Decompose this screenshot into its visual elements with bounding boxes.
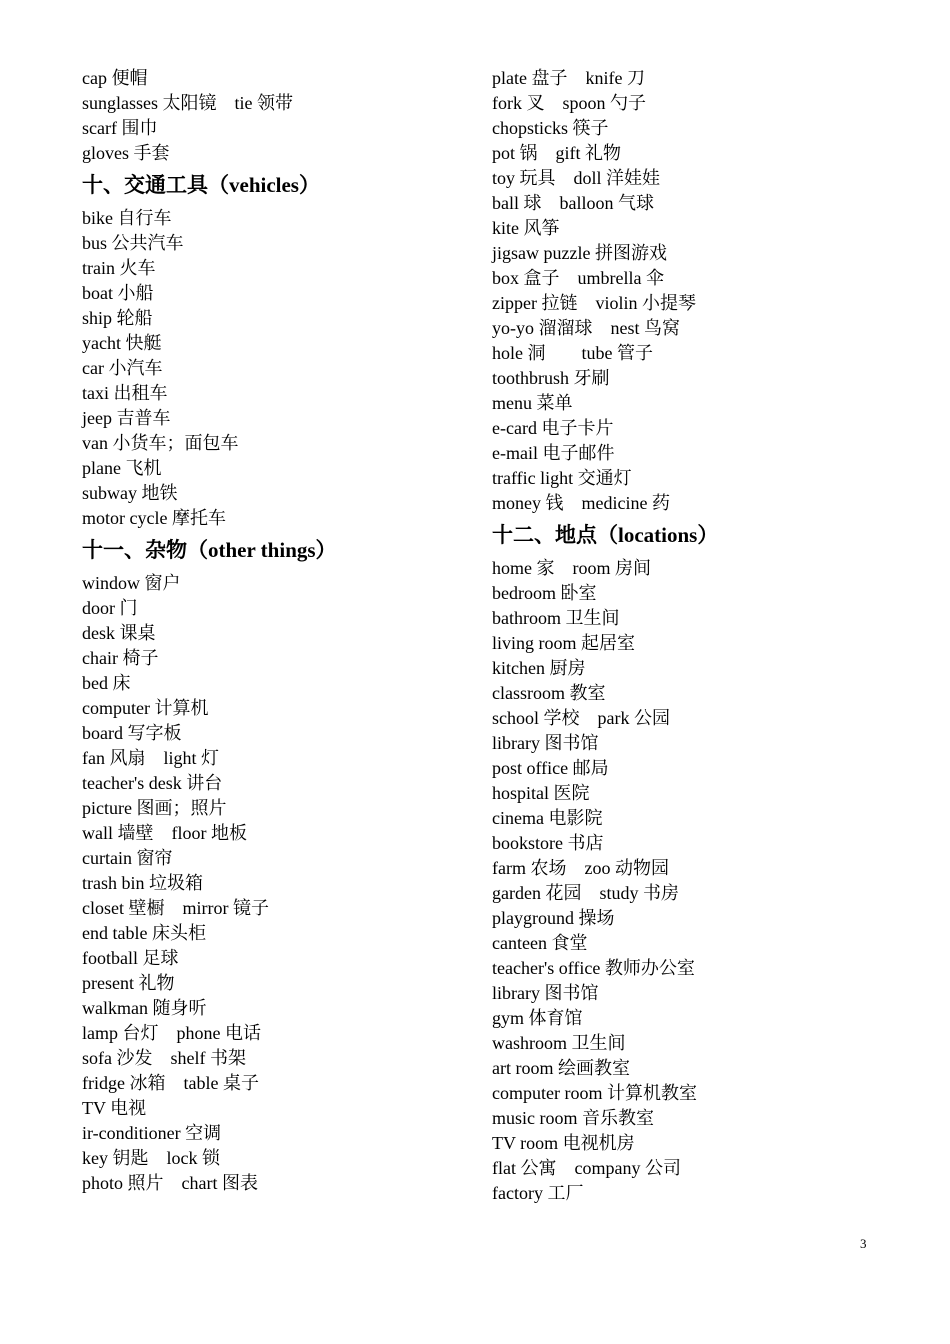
vocab-line: sofa 沙发 shelf 书架 xyxy=(82,1048,246,1068)
vocab-line: art room 绘画教室 xyxy=(492,1058,630,1078)
vocab-line: ir-conditioner 空调 xyxy=(82,1123,222,1143)
vocab-line: yacht 快艇 xyxy=(82,333,162,353)
vocab-line: van 小货车；面包车 xyxy=(82,433,239,453)
vocab-line: door 门 xyxy=(82,598,138,618)
vocab-line: plane 飞机 xyxy=(82,458,162,478)
vocab-line: ship 轮船 xyxy=(82,308,153,328)
vocab-line: teacher's desk 讲台 xyxy=(82,773,223,793)
vocab-line: garden 花园 study 书房 xyxy=(492,883,679,903)
vocab-line: plate 盘子 knife 刀 xyxy=(492,68,645,88)
vocab-line: chopsticks 筷子 xyxy=(492,118,609,138)
vocab-line: walkman 随身听 xyxy=(82,998,207,1018)
vocab-line: kite 风筝 xyxy=(492,218,560,238)
vocab-line: fridge 冰箱 table 桌子 xyxy=(82,1073,259,1093)
vocab-line: toy 玩具 doll 洋娃娃 xyxy=(492,168,661,188)
right-column xyxy=(492,66,912,1206)
vocab-line: farm 农场 zoo 动物园 xyxy=(492,858,669,878)
vocab-line: key 钥匙 lock 锁 xyxy=(82,1148,220,1168)
vocab-line: classroom 教室 xyxy=(492,683,606,703)
vocab-line: school 学校 park 公园 xyxy=(492,708,670,728)
vocab-line: bathroom 卫生间 xyxy=(492,608,620,628)
vocab-line: curtain 窗帘 xyxy=(82,848,173,868)
vocab-line: box 盒子 umbrella 伞 xyxy=(492,268,664,288)
vocab-line: washroom 卫生间 xyxy=(492,1033,626,1053)
vocab-line: TV room 电视机房 xyxy=(492,1133,635,1153)
vocab-line: music room 音乐教室 xyxy=(492,1108,654,1128)
vocab-line: menu 菜单 xyxy=(492,393,573,413)
vocab-line: library 图书馆 xyxy=(492,733,599,753)
vocab-line: ball 球 balloon 气球 xyxy=(492,193,654,213)
vocab-line: lamp 台灯 phone 电话 xyxy=(82,1023,261,1043)
vocab-line: zipper 拉链 violin 小提琴 xyxy=(492,293,696,313)
vocab-line: photo 照片 chart 图表 xyxy=(82,1173,258,1193)
vocab-line: wall 墙壁 floor 地板 xyxy=(82,823,247,843)
vocab-line: library 图书馆 xyxy=(492,983,599,1003)
vocab-line: desk 课桌 xyxy=(82,623,156,643)
vocab-line: money 钱 medicine 药 xyxy=(492,493,670,513)
page-number: 3 xyxy=(860,1236,867,1251)
vocab-line: canteen 食堂 xyxy=(492,933,588,953)
vocab-line: fan 风扇 light 灯 xyxy=(82,748,219,768)
vocab-line: scarf 围巾 xyxy=(82,118,158,138)
vocab-line: cinema 电影院 xyxy=(492,808,603,828)
vocab-line: trash bin 垃圾箱 xyxy=(82,873,203,893)
section-heading: 十二、地点（locations） xyxy=(492,523,719,547)
vocab-line: e-mail 电子邮件 xyxy=(492,443,615,463)
vocab-line: home 家 room 房间 xyxy=(492,558,651,578)
vocab-line: toothbrush 牙刷 xyxy=(492,368,610,388)
vocab-line: bookstore 书店 xyxy=(492,833,604,853)
vocab-line: sunglasses 太阳镜 tie 领带 xyxy=(82,93,293,113)
vocab-line: subway 地铁 xyxy=(82,483,178,503)
vocab-line: end table 床头柜 xyxy=(82,923,206,943)
vocab-line: window 窗户 xyxy=(82,573,181,593)
vocab-line: hospital 医院 xyxy=(492,783,590,803)
section-heading: 十一、杂物（other things） xyxy=(82,538,337,562)
vocab-line: factory 工厂 xyxy=(492,1183,584,1203)
vocab-line: present 礼物 xyxy=(82,973,175,993)
vocab-line: playground 操场 xyxy=(492,908,615,928)
vocab-line: bed 床 xyxy=(82,673,131,693)
vocab-line: jigsaw puzzle 拼图游戏 xyxy=(492,243,667,263)
vocab-line: train 火车 xyxy=(82,258,156,278)
vocab-line: picture 图画；照片 xyxy=(82,798,227,818)
vocab-line: yo-yo 溜溜球 nest 鸟窝 xyxy=(492,318,680,338)
vocab-line: chair 椅子 xyxy=(82,648,159,668)
vocab-line: taxi 出租车 xyxy=(82,383,168,403)
vocab-line: fork 叉 spoon 勺子 xyxy=(492,93,646,113)
vocab-line: cap 便帽 xyxy=(82,68,148,88)
vocab-line: car 小汽车 xyxy=(82,358,163,378)
vocab-line: bus 公共汽车 xyxy=(82,233,184,253)
vocab-line: closet 壁橱 mirror 镜子 xyxy=(82,898,269,918)
vocab-line: bedroom 卧室 xyxy=(492,583,597,603)
vocab-line: flat 公寓 company 公司 xyxy=(492,1158,681,1178)
vocab-line: pot 锅 gift 礼物 xyxy=(492,143,621,163)
vocab-line: e-card 电子卡片 xyxy=(492,418,614,438)
vocab-line: computer 计算机 xyxy=(82,698,209,718)
vocab-line: kitchen 厨房 xyxy=(492,658,586,678)
vocab-line: TV 电视 xyxy=(82,1098,147,1118)
vocab-line: bike 自行车 xyxy=(82,208,172,228)
vocab-line: traffic light 交通灯 xyxy=(492,468,632,488)
left-column xyxy=(82,66,472,1196)
section-heading: 十、交通工具（vehicles） xyxy=(82,173,320,197)
vocab-line: gym 体育馆 xyxy=(492,1008,583,1028)
vocab-line: living room 起居室 xyxy=(492,633,635,653)
vocab-line: motor cycle 摩托车 xyxy=(82,508,226,528)
vocab-line: hole 洞 tube 管子 xyxy=(492,343,653,363)
vocab-line: computer room 计算机教室 xyxy=(492,1083,697,1103)
vocab-line: board 写字板 xyxy=(82,723,182,743)
vocab-line: gloves 手套 xyxy=(82,143,170,163)
vocab-line: post office 邮局 xyxy=(492,758,609,778)
vocab-line: jeep 吉普车 xyxy=(82,408,171,428)
vocab-line: boat 小船 xyxy=(82,283,154,303)
vocab-line: football 足球 xyxy=(82,948,179,968)
vocab-line: teacher's office 教师办公室 xyxy=(492,958,695,978)
